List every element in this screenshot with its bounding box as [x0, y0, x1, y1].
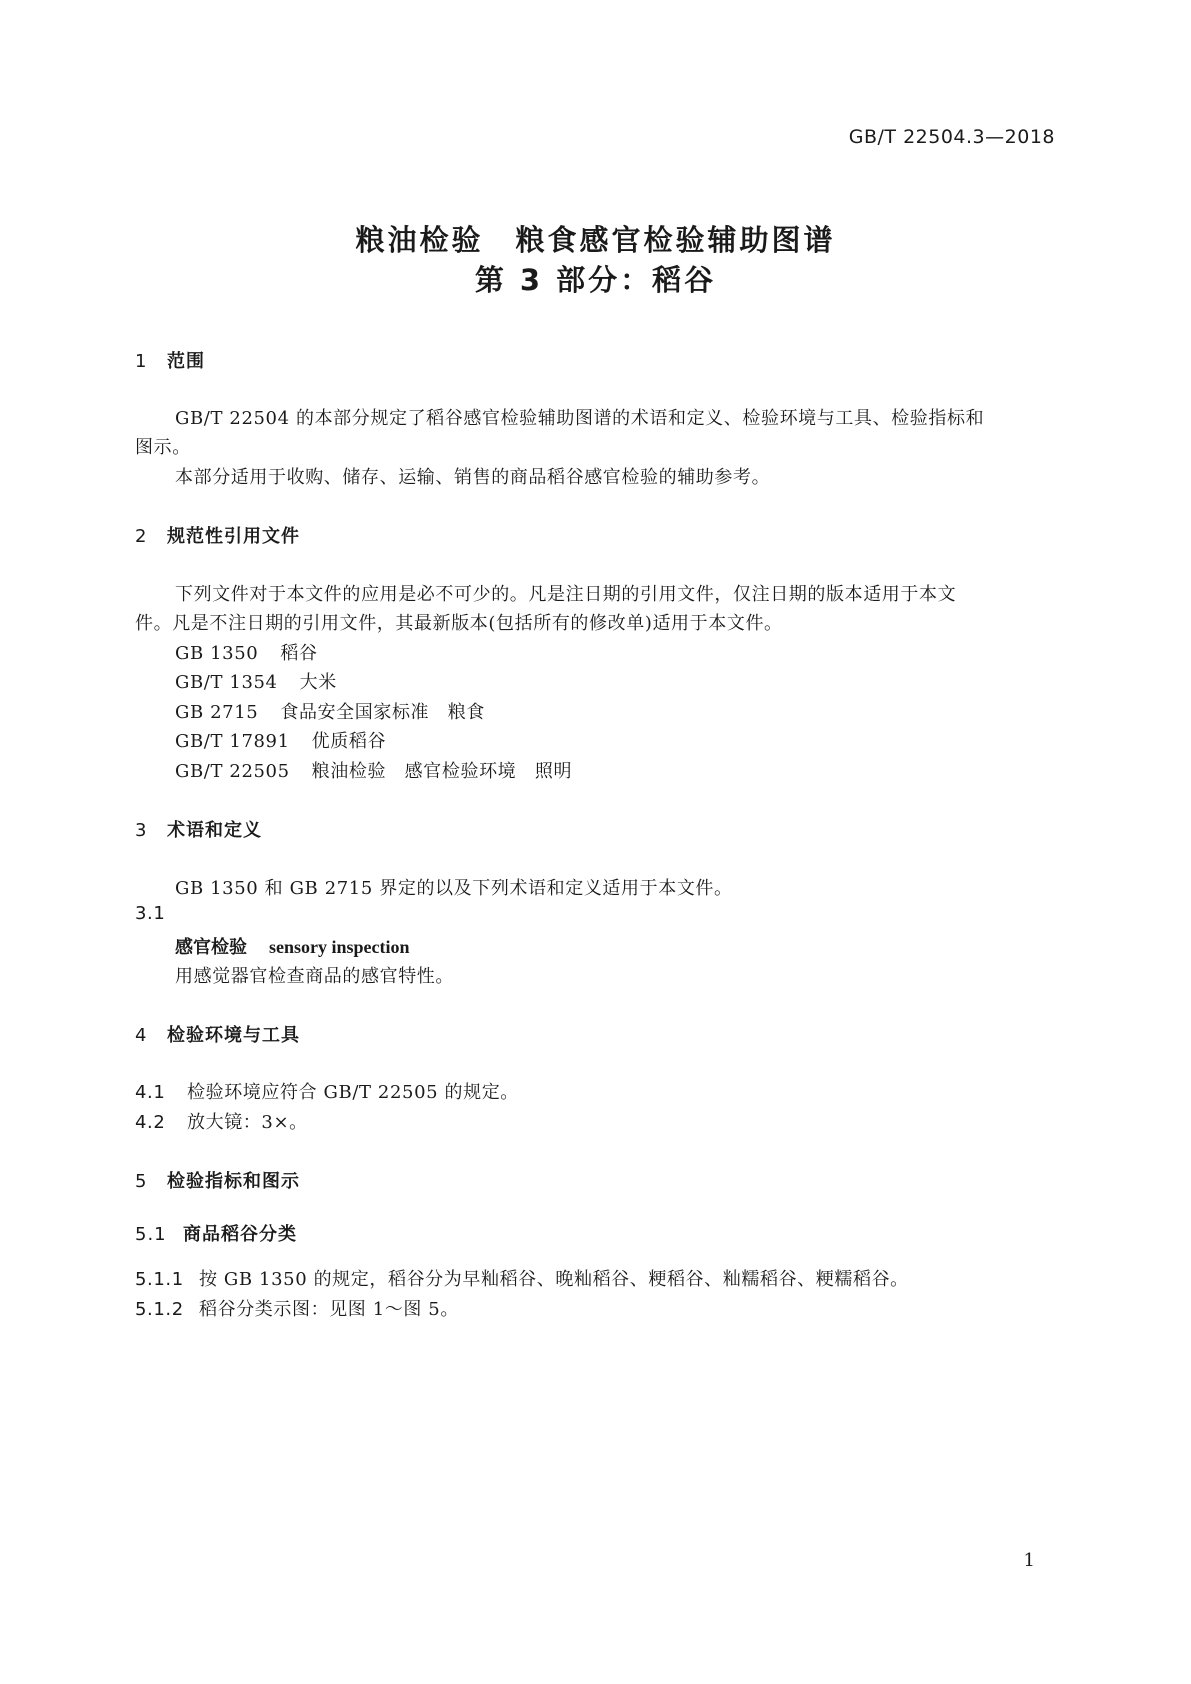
- subsection-heading-classification: [135, 1220, 297, 1246]
- standard-number: GB/T 22504.3—2018: [848, 126, 1055, 148]
- section-heading-scope: [135, 347, 205, 373]
- section-number: 4: [135, 1025, 148, 1046]
- reference-title: 粮油检验 感官检验环境 照明: [311, 761, 573, 782]
- subsection-number: 5.1: [135, 1224, 167, 1245]
- reference-title: 稻谷: [280, 643, 318, 664]
- term-chinese: 感官检验: [175, 937, 247, 958]
- term-number: 3.1: [135, 903, 166, 924]
- clause-4-2: [135, 1108, 308, 1134]
- reference-item: [175, 668, 337, 694]
- reference-item: [175, 698, 485, 724]
- section-number: 5: [135, 1171, 148, 1192]
- section-title: 规范性引用文件: [167, 526, 300, 547]
- clause-number: 4.2: [135, 1112, 166, 1133]
- scope-applicability: 本部分适用于收购、储存、运输、销售的商品稻谷感官检验的辅助参考。: [175, 467, 771, 488]
- scope-paragraph-line1: GB/T 22504 的本部分规定了稻谷感官检验辅助图谱的术语和定义、检验环境与工具、检验指标和: [175, 408, 985, 429]
- section-number: 1: [135, 351, 148, 372]
- term-entry: [175, 933, 410, 959]
- section-title: 范围: [167, 351, 205, 372]
- clause-text: 放大镜：3×。: [187, 1112, 308, 1133]
- reference-code: GB 1350: [175, 643, 259, 664]
- clause-text: 按 GB 1350 的规定，稻谷分为早籼稻谷、晚籼稻谷、粳稻谷、籼糯稻谷、粳糯稻谷。: [199, 1269, 909, 1290]
- reference-code: GB 2715: [175, 702, 259, 723]
- page-number: 1: [1023, 1550, 1035, 1571]
- clause-4-1: [135, 1078, 519, 1104]
- references-paragraph-line2: 件。凡是不注日期的引用文件，其最新版本(包括所有的修改单)适用于本文件。: [135, 613, 783, 634]
- clause-5-1-1: [135, 1265, 909, 1291]
- reference-code: GB/T 1354: [175, 672, 278, 693]
- section-heading-environment-tools: [135, 1021, 300, 1047]
- section-title: 检验指标和图示: [167, 1171, 300, 1192]
- clause-number: 5.1.1: [135, 1269, 184, 1290]
- term-english: sensory inspection: [269, 937, 410, 957]
- term-definition: 用感觉器官检查商品的感官特性。: [175, 966, 454, 987]
- section-heading-normative-references: [135, 522, 300, 548]
- document-subtitle: 第 3 部分：稻谷: [474, 263, 717, 297]
- reference-title: 优质稻谷: [311, 731, 387, 752]
- reference-title: 食品安全国家标准 粮食: [280, 702, 485, 723]
- section-number: 2: [135, 526, 148, 547]
- reference-title: 大米: [299, 672, 337, 693]
- reference-code: GB/T 17891: [175, 731, 290, 752]
- section-heading-terms: [135, 816, 262, 842]
- section-title: 检验环境与工具: [167, 1025, 300, 1046]
- reference-item: [175, 727, 386, 753]
- section-heading-indicators: [135, 1167, 300, 1193]
- clause-5-1-2: [135, 1295, 459, 1321]
- reference-item: [175, 639, 318, 665]
- clause-text: 稻谷分类示图：见图 1～图 5。: [199, 1299, 459, 1320]
- document-title: 粮油检验 粮食感官检验辅助图谱: [355, 223, 836, 257]
- reference-code: GB/T 22505: [175, 761, 290, 782]
- references-paragraph-line1: 下列文件对于本文件的应用是必不可少的。凡是注日期的引用文件，仅注日期的版本适用于本文: [175, 584, 957, 605]
- terms-paragraph: GB 1350 和 GB 2715 界定的以及下列术语和定义适用于本文件。: [175, 878, 733, 899]
- clause-number: 5.1.2: [135, 1299, 184, 1320]
- reference-item: [175, 757, 572, 783]
- section-title: 术语和定义: [167, 820, 262, 841]
- scope-paragraph-line2: 图示。: [135, 437, 191, 458]
- subsection-title: 商品稻谷分类: [183, 1224, 297, 1245]
- clause-number: 4.1: [135, 1082, 166, 1103]
- clause-text: 检验环境应符合 GB/T 22505 的规定。: [187, 1082, 519, 1103]
- section-number: 3: [135, 820, 148, 841]
